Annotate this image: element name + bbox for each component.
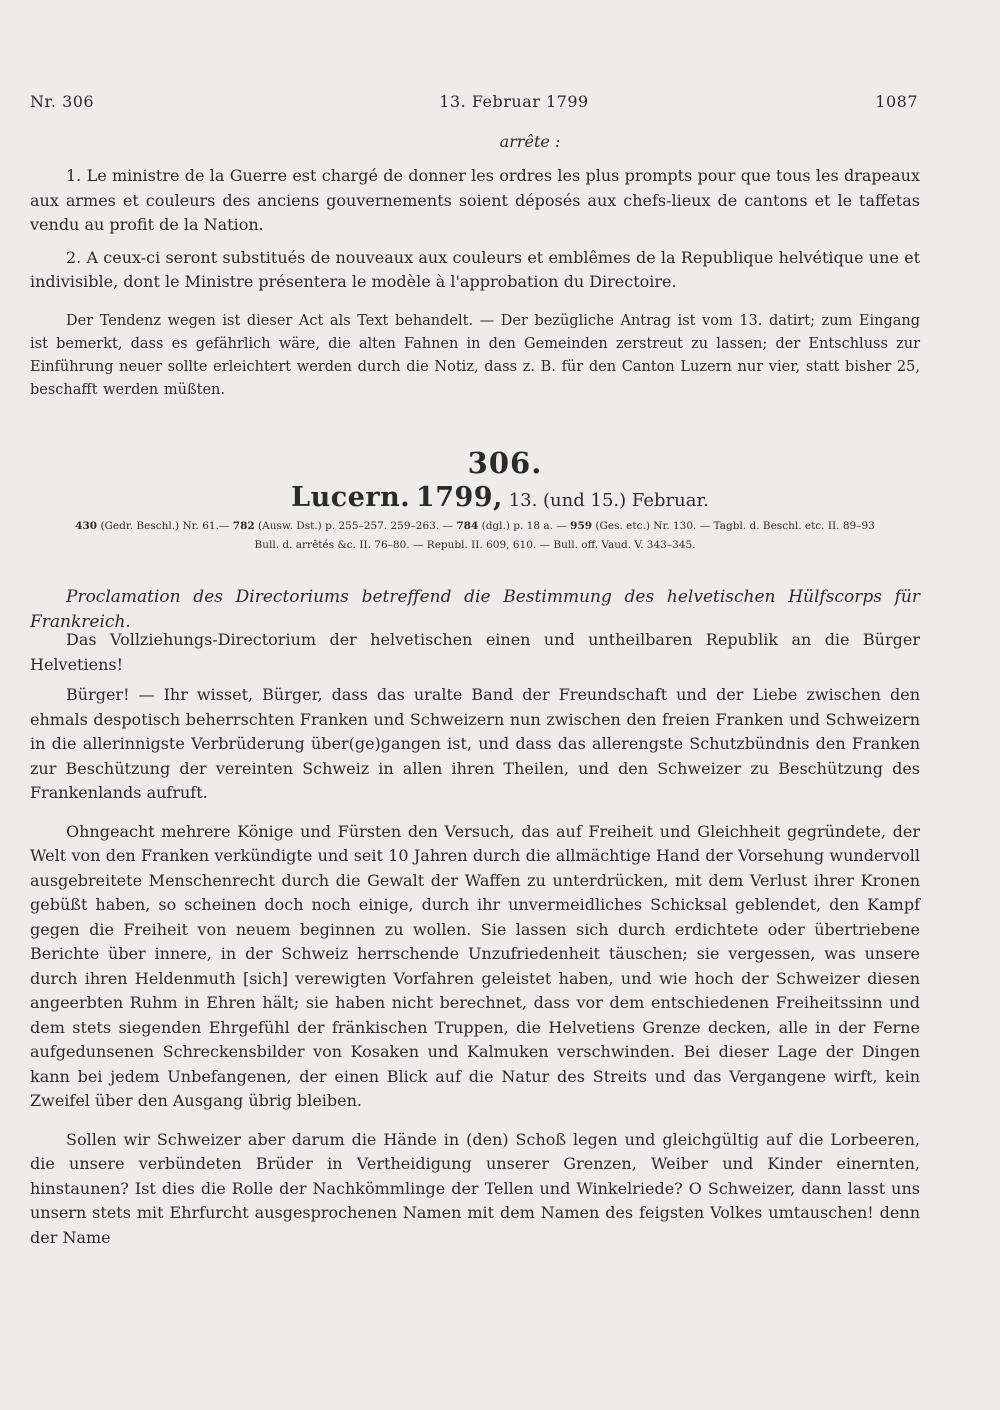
page-number: 1087 xyxy=(875,92,918,111)
address-line: Das Vollziehungs-Directorium der helvetischen einen und untheilbaren Republik an die Bürger Helvetiens! xyxy=(30,630,920,674)
document-date: 13. (und 15.) Februar. xyxy=(508,490,709,511)
editor-note: Der Tendenz wegen ist dieser Act als Text behandelt. — Der bezügliche Antrag ist vom 13. datirt; zum Eingang ist bemerkt, dass es gefährlich wäre, die alten Fahnen in den Gemeinden zerstreut zu lassen; der Entschluss zur Einführung neuer sollte erleichtert werden durch die Notiz, dass z. B. für den Canton Luzern nur vier, statt bisher 25, beschafft werden müßten. xyxy=(30,313,920,398)
document-place: Lucern. xyxy=(291,482,411,513)
document-year: 1799, xyxy=(415,482,503,513)
running-head xyxy=(30,92,918,111)
sources-line-1: 430 (Gedr. Beschl.) Nr. 61.— 782 (Ausw. Dst.) p. 255–257. 259–263. — 784 (dgl.) p. 18 a. — 959 (Ges. etc.) Nr. 130. — Tagbl. d. Beschl. etc. II. 89–93 xyxy=(75,520,875,532)
source-references xyxy=(30,517,920,555)
document-title: Proclamation des Directoriums betreffend die Bestimmung des helvetischen Hülfscorps für Frankreich. xyxy=(30,587,920,632)
sources-line-2: Bull. d. arrêtés &c. II. 76–80. — Republ. II. 609, 610. — Bull. off. Vaud. V. 343–345. xyxy=(254,539,696,551)
paragraph-1: Bürger! — Ihr wisset, Bürger, dass das uralte Band der Freundschaft und der Liebe zwischen den ehmals despotisch beherrschten Franken und Schweizern nun zwischen den freien Franken und Schweizern in die allerinnigste Verbrüderung über(ge)gangen ist, und dass das allerengste Schutzbündnis den Franken zur Beschützung der vereinten Schweiz in allen ihren Theilen, und den Schweizer zu Beschützung des Frankenlands aufruft. xyxy=(30,685,920,802)
previous-document-articles xyxy=(30,164,920,295)
article-2: 2. A ceux-ci seront substitués de nouveaux aux couleurs et emblêmes de la Republique helvétique une et indivisible, dont le Ministre présentera le modèle à l'approbation du Directoire. xyxy=(30,247,920,291)
paragraph-3: Sollen wir Schweizer aber darum die Hände in (den) Schoß legen und gleichgültig auf die Lorbeeren, die unsere verbündeten Brüder in Vertheidigung unserer Grenzen, Weiber und Kinder einernten, hinstaunen? Ist dies die Rolle der Nachkömmlinge der Tellen und Winkelriede? O Schweizer, dann lasst uns unsern stets mit Ehrfurcht ausgesprochenen Namen mit dem Namen des feigsten Volkes umtauschen! denn der Name xyxy=(30,1129,920,1247)
document-place-date xyxy=(0,482,1000,513)
doc-number-header: Nr. 306 xyxy=(30,92,95,111)
document-number: 306. xyxy=(467,446,543,480)
article-1: 1. Le ministre de la Guerre est chargé de donner les ordres les plus prompts pour que tous les drapeaux aux armes et couleurs des anciens gouvernements soient déposés aux chefs-lieux de cantons et le taffetas vendu au profit de la Nation. xyxy=(30,166,920,234)
paragraph-2: Ohngeacht mehrere Könige und Fürsten den Versuch, das auf Freiheit und Gleichheit gegründete, der Welt von den Franken verkündigte und seit 10 Jahren durch die allmächtige Hand der Vorsehung wundervoll ausgebreitete Menschenrecht durch die Gewalt der Waffen zu unterdrücken, mit dem Verlust ihrer Kronen gebüßt haben, so scheinen doch noch einige, durch ihr unvermeidliches Schicksal geblendet, den Kampf gegen die Freiheit von neuem beginnen zu wollen. Sie lassen sich durch erdichtete oder übertriebene Berichte über innere, in der Schweiz herrschende Unzufriedenheit täuschen; sie vergessen, was unsere durch ihren Heldenmuth [sich] verewigten Vorfahren geleistet haben, und wie hoch der Schweizer diesen angeerbten Ruhm in Ehren hält; sie haben nicht berechnet, dass vor dem entschiedenen Freiheitssinn und dem stets siegenden Ehrgefühl der fränkischen Truppen, die Helvetiens Grenze decken, alle in der Ferne aufgedunsenen Schreckensbilder von Kosaken und Kalmuken verschwinden. Bei dieser Lage der Dingen kann bei jedem Unbefangenen, der einen Blick auf die Natur des Streits und das Vergangene wirft, kein Zweifel über den Ausgang übrig bleiben. xyxy=(30,821,920,1110)
arrete-heading: arrête : xyxy=(499,132,561,151)
date-header: 13. Februar 1799 xyxy=(439,92,589,111)
proclamation-body xyxy=(30,628,920,1250)
